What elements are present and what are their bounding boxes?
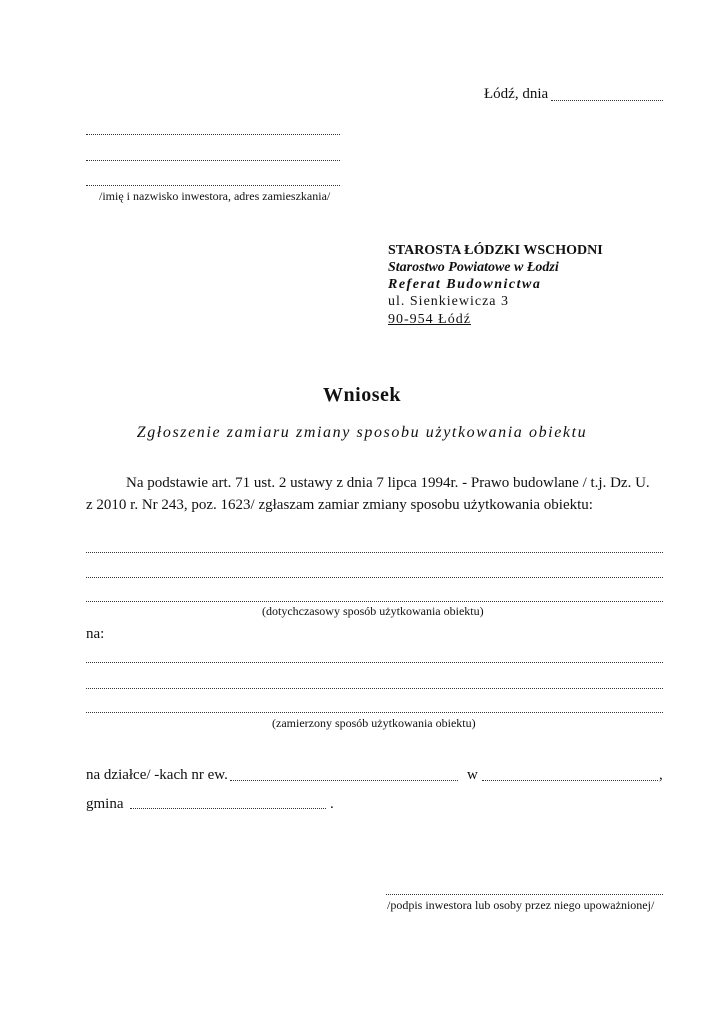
recipient-postcode: 90-954 Łódź (388, 312, 471, 327)
investor-line-3[interactable] (86, 185, 340, 186)
recipient-authority: STAROSTA ŁÓDZKI WSCHODNI (388, 243, 603, 258)
date-row (484, 86, 548, 103)
gmina-field[interactable] (130, 808, 326, 809)
current-use-line-1[interactable] (86, 552, 663, 553)
date-field[interactable] (551, 100, 663, 101)
current-use-caption: (dotychczasowy sposób użytkowania obiektu) (262, 604, 484, 618)
signature-caption: /podpis inwestora lub osoby przez niego upoważnionej/ (387, 898, 655, 912)
plot-number-field[interactable] (230, 780, 458, 781)
intended-use-caption: (zamierzony sposób użytkowania obiektu) (272, 716, 476, 730)
recipient-street: ul. Sienkiewicza 3 (388, 294, 510, 309)
gmina-label: gmina (86, 796, 124, 812)
date-label: Łódź, dnia (484, 86, 549, 102)
document-subtitle: Zgłoszenie zamiaru zmiany sposobu użytkowania obiektu (136, 424, 588, 441)
recipient-block (388, 242, 603, 328)
legal-basis-paragraph (86, 472, 666, 516)
gmina-row-period: . (330, 796, 334, 812)
plot-row-comma: , (659, 767, 663, 783)
intended-use-line-2[interactable] (86, 688, 663, 689)
paragraph-line-1: Na podstawie art. 71 ust. 2 ustawy z dnia 7 lipca 1994r. - Prawo budowlane / t.j. Dz. U. (126, 475, 650, 491)
paragraph-line-2: z 2010 r. Nr 243, poz. 1623/ zgłaszam zamiar zmiany sposobu użytkowania obiektu: (86, 497, 593, 513)
na-label: na: (86, 626, 105, 642)
recipient-office: Starostwo Powiatowe w Łodzi (388, 260, 559, 275)
current-use-line-2[interactable] (86, 577, 663, 578)
signature-line[interactable] (386, 894, 663, 895)
plot-label: na działce/ -kach nr ew. (86, 767, 228, 783)
intended-use-line-1[interactable] (86, 662, 663, 663)
recipient-department: Referat Budownictwa (388, 277, 542, 292)
w-label: w (467, 767, 478, 783)
precinct-field[interactable] (482, 780, 658, 781)
intended-use-line-3[interactable] (86, 712, 663, 713)
current-use-line-3[interactable] (86, 601, 663, 602)
investor-line-1[interactable] (86, 134, 340, 135)
investor-caption: /imię i nazwisko inwestora, adres zamieszkania/ (99, 189, 331, 203)
investor-line-2[interactable] (86, 160, 340, 161)
document-title: Wniosek (323, 384, 401, 406)
